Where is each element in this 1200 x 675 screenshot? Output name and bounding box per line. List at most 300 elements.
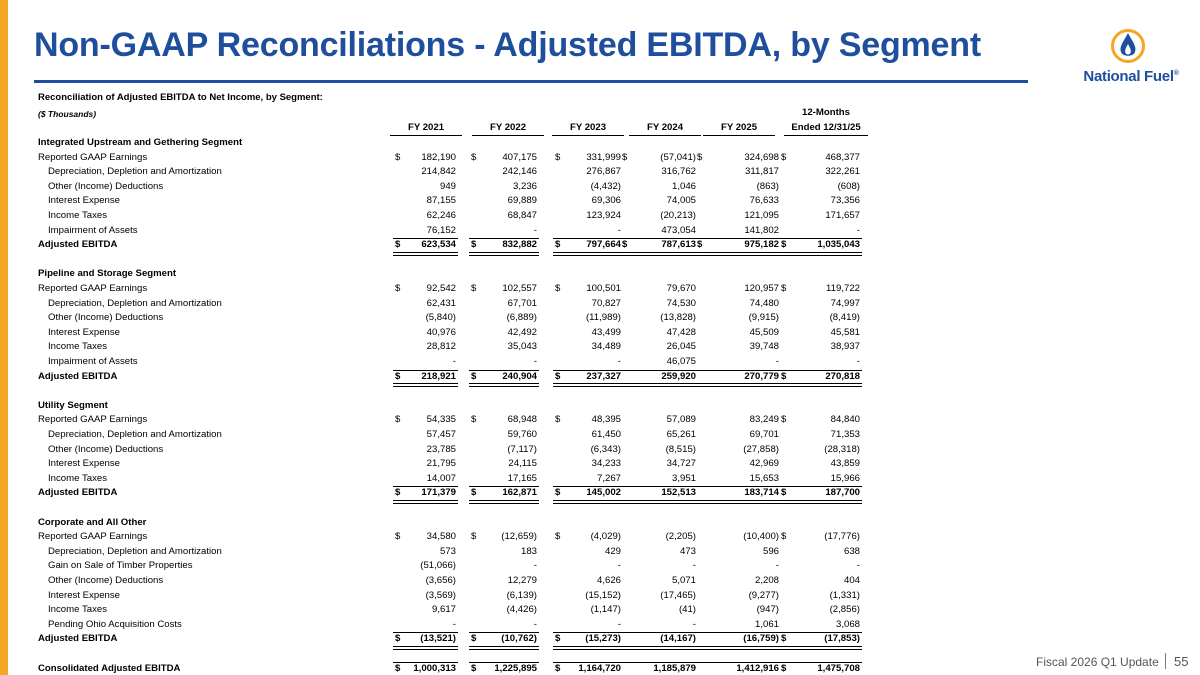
cell-value: 3,951	[671, 472, 696, 484]
footer-text: Fiscal 2026 Q1 Update	[1036, 655, 1159, 669]
cell-value: (16,759)	[743, 633, 779, 645]
cell-value: 74,005	[666, 195, 696, 207]
cell-value: 102,557	[502, 283, 537, 294]
cell-value: 70,827	[591, 297, 621, 309]
currency-symbol: $	[555, 663, 561, 675]
row-label: Reported GAAP Earnings	[38, 151, 148, 163]
table-row	[38, 340, 868, 355]
table-row	[38, 472, 868, 487]
cell-value: 34,727	[666, 458, 696, 470]
table-row	[38, 530, 868, 545]
cell-value: 26,045	[666, 341, 696, 353]
table-row	[38, 180, 868, 195]
cell-value: (4,426)	[506, 604, 537, 616]
cell-value: (17,853)	[824, 633, 860, 645]
cell-value: 171,657	[825, 210, 860, 221]
currency-symbol: $	[555, 283, 561, 294]
cell-value: (6,139)	[506, 589, 537, 601]
table-row	[38, 326, 868, 341]
cell-value: -	[775, 560, 779, 572]
cell-value: (4,029)	[590, 531, 621, 543]
total-top-rule	[620, 370, 698, 371]
total-double-rule	[469, 646, 539, 650]
row-label: Income Taxes	[48, 604, 108, 616]
row-label: Reported GAAP Earnings	[38, 283, 148, 294]
currency-symbol: $	[395, 370, 401, 382]
total-double-rule	[779, 500, 862, 504]
cell-value: 1,185,879	[653, 663, 696, 675]
cell-value: (11,989)	[585, 312, 621, 324]
cell-value: 949	[439, 180, 456, 192]
total-top-rule	[553, 370, 623, 371]
currency-symbol: $	[697, 239, 703, 251]
cell-value: (28,318)	[824, 443, 860, 455]
row-label: Depreciation, Depletion and Amortization	[48, 545, 222, 557]
table-row	[38, 574, 868, 589]
currency-symbol: $	[622, 239, 628, 251]
table-row	[38, 559, 868, 574]
cell-value: 83,249	[749, 414, 779, 426]
total-top-rule	[779, 486, 862, 487]
total-double-rule	[553, 646, 623, 650]
total-double-rule	[779, 252, 862, 256]
cell-value: 975,182	[744, 239, 779, 251]
total-top-rule	[469, 370, 539, 371]
cell-value: 638	[843, 545, 860, 557]
cell-value: 62,431	[426, 297, 456, 309]
cell-value: -	[452, 356, 456, 367]
cell-value: 54,335	[426, 414, 456, 426]
total-top-rule	[695, 486, 781, 487]
cell-value: -	[533, 618, 537, 630]
cell-value: 1,225,895	[494, 663, 537, 675]
section-title	[38, 267, 868, 282]
section-title-text: Integrated Upstream and Gethering Segment	[38, 137, 243, 148]
row-label: Interest Expense	[48, 589, 120, 601]
cell-value: (2,856)	[829, 604, 860, 616]
total-top-rule	[469, 486, 539, 487]
cell-value: 21,795	[426, 458, 456, 470]
total-double-rule	[469, 252, 539, 256]
cell-value: 596	[762, 545, 779, 557]
cell-value: 74,530	[666, 297, 696, 309]
currency-symbol: $	[471, 414, 477, 426]
total-double-rule	[695, 646, 781, 650]
cell-value: 123,924	[586, 210, 621, 221]
total-double-rule	[779, 646, 862, 650]
currency-symbol: $	[781, 370, 787, 382]
cell-value: 34,233	[591, 458, 621, 470]
row-label: Adjusted EBITDA	[38, 239, 118, 251]
cell-value: 316,762	[661, 166, 696, 178]
table-row	[38, 355, 868, 370]
cell-value: 119,722	[826, 283, 860, 294]
table-row	[38, 589, 868, 604]
table-row	[38, 297, 868, 312]
last-column-header-line2: Ended 12/31/25	[791, 122, 861, 133]
cell-value: 15,653	[749, 472, 779, 484]
row-label: Reported GAAP Earnings	[38, 531, 148, 543]
cell-value: 74,480	[749, 297, 779, 309]
cell-value: 331,999	[586, 151, 621, 163]
section-title-text: Corporate and All Other	[38, 516, 147, 528]
cell-value: (9,277)	[748, 589, 779, 601]
column-header: FY 2023	[569, 122, 607, 133]
total-double-rule	[469, 383, 539, 387]
cell-value: (608)	[837, 180, 860, 192]
currency-symbol: $	[471, 283, 477, 294]
cell-value: 39,748	[749, 341, 779, 353]
currency-symbol: $	[555, 531, 561, 543]
currency-symbol: $	[781, 663, 787, 675]
cell-value: 1,061	[754, 618, 779, 630]
row-label: Other (Income) Deductions	[48, 575, 164, 586]
cell-value: 38,937	[830, 341, 860, 353]
section-title	[38, 399, 868, 414]
table-row	[38, 443, 868, 458]
currency-symbol: $	[471, 370, 477, 382]
table-units: ($ Thousands)	[38, 109, 97, 119]
cell-value: (13,521)	[420, 633, 456, 645]
cell-value: (20,213)	[660, 210, 696, 221]
cell-value: 171,379	[421, 487, 456, 499]
total-top-rule	[620, 662, 698, 663]
total-double-rule	[695, 252, 781, 256]
cell-value: 270,779	[744, 370, 779, 382]
row-label: Impairment of Assets	[48, 356, 138, 367]
cell-value: 324,698	[744, 151, 779, 163]
cell-value: (41)	[678, 604, 696, 616]
cell-value: -	[617, 560, 621, 572]
total-double-rule	[553, 500, 623, 504]
cell-value: 407,175	[502, 151, 537, 163]
cell-value: (863)	[756, 180, 779, 192]
currency-symbol: $	[471, 633, 477, 645]
total-top-rule	[553, 632, 623, 633]
table-row	[38, 311, 868, 326]
cell-value: 76,633	[749, 195, 779, 207]
cell-value: 68,847	[507, 210, 537, 221]
cell-value: 2,208	[754, 575, 779, 586]
cell-value: (3,569)	[425, 589, 456, 601]
table-row	[38, 457, 868, 472]
row-label: Other (Income) Deductions	[48, 180, 164, 192]
cell-value: -	[856, 560, 860, 572]
cell-value: (4,432)	[590, 180, 621, 192]
cell-value: 797,664	[586, 239, 621, 251]
row-label: Gain on Sale of Timber Properties	[48, 560, 193, 572]
row-label: Consolidated Adjusted EBITDA	[38, 663, 181, 675]
currency-symbol: $	[395, 283, 401, 294]
total-top-rule	[779, 662, 862, 663]
cell-value: -	[452, 618, 456, 630]
total-top-rule	[469, 662, 539, 663]
total-top-rule	[393, 486, 458, 487]
total-double-rule	[695, 500, 781, 504]
total-double-rule	[695, 383, 781, 387]
cell-value: (13,828)	[660, 312, 696, 324]
cell-value: 121,095	[744, 210, 779, 221]
cell-value: 79,670	[666, 283, 696, 294]
cell-value: 14,007	[426, 472, 456, 484]
last-column-header-line1: 12-Months	[802, 107, 850, 118]
currency-symbol: $	[471, 531, 477, 543]
cell-value: 404	[843, 575, 860, 586]
cell-value: 141,802	[744, 224, 779, 236]
currency-symbol: $	[697, 151, 703, 163]
cell-value: (6,343)	[590, 443, 621, 455]
cell-value: (14,167)	[660, 633, 696, 645]
title-rule	[34, 80, 1028, 83]
column-header: FY 2025	[720, 122, 758, 133]
cell-value: -	[856, 356, 860, 367]
cell-value: (9,915)	[748, 312, 779, 324]
row-label: Other (Income) Deductions	[48, 443, 164, 455]
cell-value: 23,785	[426, 443, 456, 455]
cell-value: 240,904	[502, 370, 537, 382]
cell-value: 15,966	[830, 472, 860, 484]
page-number: 55	[1174, 654, 1189, 669]
cell-value: 145,002	[586, 487, 621, 499]
table-row	[38, 209, 868, 224]
currency-symbol: $	[781, 487, 787, 499]
cell-value: -	[856, 224, 860, 236]
section-title-text: Utility Segment	[38, 399, 108, 411]
total-top-rule	[553, 486, 623, 487]
cell-value: 270,818	[825, 370, 860, 382]
cell-value: (10,762)	[501, 633, 537, 645]
cell-value: 259,920	[661, 370, 696, 382]
currency-symbol: $	[555, 633, 561, 645]
cell-value: 43,859	[830, 458, 860, 470]
cell-value: 57,089	[666, 414, 696, 426]
cell-value: 218,921	[421, 370, 456, 382]
cell-value: 69,889	[507, 195, 537, 207]
currency-symbol: $	[555, 151, 561, 163]
total-double-rule	[393, 500, 458, 504]
total-row	[38, 370, 868, 385]
table-row	[38, 194, 868, 209]
currency-symbol: $	[471, 151, 477, 163]
row-label: Interest Expense	[48, 326, 120, 338]
total-row	[38, 238, 868, 253]
cell-value: 183,714	[744, 487, 779, 499]
currency-symbol: $	[471, 487, 477, 499]
total-top-rule	[779, 238, 862, 239]
cell-value: 473,054	[661, 224, 696, 236]
cell-value: (12,659)	[501, 531, 537, 543]
footer-separator	[1165, 653, 1166, 669]
cell-value: -	[533, 356, 537, 367]
cell-value: 42,969	[749, 458, 779, 470]
cell-value: 40,976	[426, 326, 456, 338]
cell-value: (27,858)	[743, 443, 779, 455]
row-label: Interest Expense	[48, 195, 120, 207]
currency-symbol: $	[622, 151, 628, 163]
logo-name: National Fuel	[1083, 68, 1174, 85]
cell-value: 45,509	[749, 326, 779, 338]
cell-value: 17,165	[507, 472, 537, 484]
cell-value: (2,205)	[665, 531, 696, 543]
cell-value: 47,428	[666, 326, 696, 338]
cell-value: 24,115	[508, 458, 537, 470]
cell-value: (947)	[756, 604, 779, 616]
row-label: Reported GAAP Earnings	[38, 414, 148, 426]
cell-value: 623,534	[421, 239, 456, 251]
total-double-rule	[393, 383, 458, 387]
total-top-rule	[393, 632, 458, 633]
table-row	[38, 603, 868, 618]
cell-value: (5,840)	[425, 312, 456, 324]
row-label: Adjusted EBITDA	[38, 487, 118, 499]
total-row	[38, 632, 868, 647]
row-label: Depreciation, Depletion and Amortization	[48, 166, 222, 178]
currency-symbol: $	[395, 487, 401, 499]
cell-value: 74,997	[830, 297, 860, 309]
row-label: Income Taxes	[48, 210, 108, 221]
cell-value: 87,155	[426, 195, 456, 207]
table-row	[38, 545, 868, 560]
cell-value: 429	[604, 545, 621, 557]
cell-value: -	[692, 618, 696, 630]
cell-value: -	[617, 224, 621, 236]
cell-value: 1,035,043	[817, 239, 860, 251]
cell-value: (17,776)	[824, 531, 860, 543]
row-label: Adjusted EBITDA	[38, 370, 118, 382]
cell-value: 5,071	[671, 575, 696, 586]
currency-symbol: $	[471, 663, 477, 675]
cell-value: (17,465)	[660, 589, 696, 601]
cell-value: 182,190	[421, 151, 456, 163]
cell-value: 242,146	[502, 166, 537, 178]
currency-symbol: $	[781, 239, 787, 251]
cell-value: 214,842	[421, 166, 456, 178]
row-label: Depreciation, Depletion and Amortization	[48, 429, 222, 440]
cell-value: (57,041)	[660, 151, 696, 163]
table-row	[38, 151, 868, 166]
cell-value: 42,492	[507, 326, 537, 338]
cell-value: 45,581	[830, 326, 860, 338]
currency-symbol: $	[781, 633, 787, 645]
row-label: Pending Ohio Acquisition Costs	[48, 618, 182, 630]
table-row	[38, 282, 868, 297]
row-label: Interest Expense	[48, 458, 120, 470]
cell-value: 573	[439, 545, 456, 557]
cell-value: 1,000,313	[413, 663, 456, 675]
cell-value: 237,327	[586, 370, 621, 382]
column-header: FY 2021	[407, 122, 445, 133]
cell-value: 46,075	[666, 356, 696, 367]
total-top-rule	[469, 632, 539, 633]
cell-value: 152,513	[661, 487, 696, 499]
cell-value: 1,412,916	[736, 663, 779, 675]
cell-value: 34,580	[426, 531, 456, 543]
cell-value: (15,152)	[585, 589, 621, 601]
cell-value: -	[775, 356, 779, 367]
cell-value: 276,867	[586, 166, 621, 178]
flame-drop-icon	[1110, 28, 1146, 64]
section-title	[38, 136, 868, 151]
cell-value: -	[533, 224, 537, 236]
currency-symbol: $	[781, 531, 787, 543]
cell-value: 322,261	[825, 166, 860, 178]
total-top-rule	[469, 238, 539, 239]
total-double-rule	[553, 252, 623, 256]
total-top-rule	[695, 238, 781, 239]
currency-symbol: $	[395, 151, 401, 163]
cell-value: 1,164,720	[578, 663, 621, 675]
cell-value: 34,489	[591, 341, 621, 353]
cell-value: 92,542	[426, 283, 456, 294]
cell-value: (6,889)	[506, 312, 537, 324]
cell-value: (10,400)	[743, 531, 779, 543]
cell-value: 68,948	[507, 414, 537, 426]
total-top-rule	[779, 370, 862, 371]
cell-value: 120,957	[744, 283, 779, 294]
total-top-rule	[553, 662, 623, 663]
total-row	[38, 486, 868, 501]
cell-value: 65,261	[666, 429, 696, 440]
cell-value: (51,066)	[420, 560, 456, 572]
cell-value: 832,882	[502, 239, 537, 251]
currency-symbol: $	[555, 370, 561, 382]
total-double-rule	[469, 500, 539, 504]
cell-value: 3,068	[835, 618, 860, 630]
cell-value: 12,279	[507, 575, 537, 586]
cell-value: 73,356	[830, 195, 860, 207]
cell-value: 183	[520, 545, 537, 557]
total-top-rule	[393, 662, 458, 663]
cell-value: (15,273)	[585, 633, 621, 645]
total-top-rule	[695, 632, 781, 633]
cell-value: 187,700	[825, 487, 860, 499]
total-row	[38, 662, 868, 675]
table-row	[38, 413, 868, 428]
row-label: Depreciation, Depletion and Amortization	[48, 297, 222, 309]
cell-value: 76,152	[426, 224, 456, 236]
cell-value: 84,840	[830, 414, 860, 426]
section-title	[38, 516, 868, 531]
cell-value: (3,656)	[425, 575, 456, 586]
table-heading	[38, 92, 323, 119]
cell-value: (8,419)	[829, 312, 860, 324]
national-fuel-logo	[1074, 26, 1188, 86]
currency-symbol: $	[555, 239, 561, 251]
column-header: FY 2022	[489, 122, 527, 133]
cell-value: -	[617, 356, 621, 367]
cell-value: -	[617, 618, 621, 630]
total-double-rule	[620, 646, 698, 650]
cell-value: 162,871	[502, 487, 537, 499]
total-top-rule	[393, 370, 458, 371]
cell-value: (8,515)	[665, 443, 696, 455]
currency-symbol: $	[555, 414, 561, 426]
cell-value: 311,817	[745, 166, 779, 178]
currency-symbol: $	[395, 239, 401, 251]
total-double-rule	[620, 252, 698, 256]
row-label: Income Taxes	[48, 472, 108, 484]
table-row	[38, 165, 868, 180]
table-subtitle: Reconciliation of Adjusted EBITDA to Net Income, by Segment:	[38, 92, 323, 103]
row-label: Income Taxes	[48, 341, 108, 353]
cell-value: (7,117)	[507, 443, 537, 455]
cell-value: 7,267	[596, 472, 621, 484]
currency-symbol: $	[395, 414, 401, 426]
cell-value: -	[533, 560, 537, 572]
currency-symbol: $	[781, 414, 787, 426]
cell-value: (1,147)	[590, 604, 621, 616]
table-row	[38, 618, 868, 633]
